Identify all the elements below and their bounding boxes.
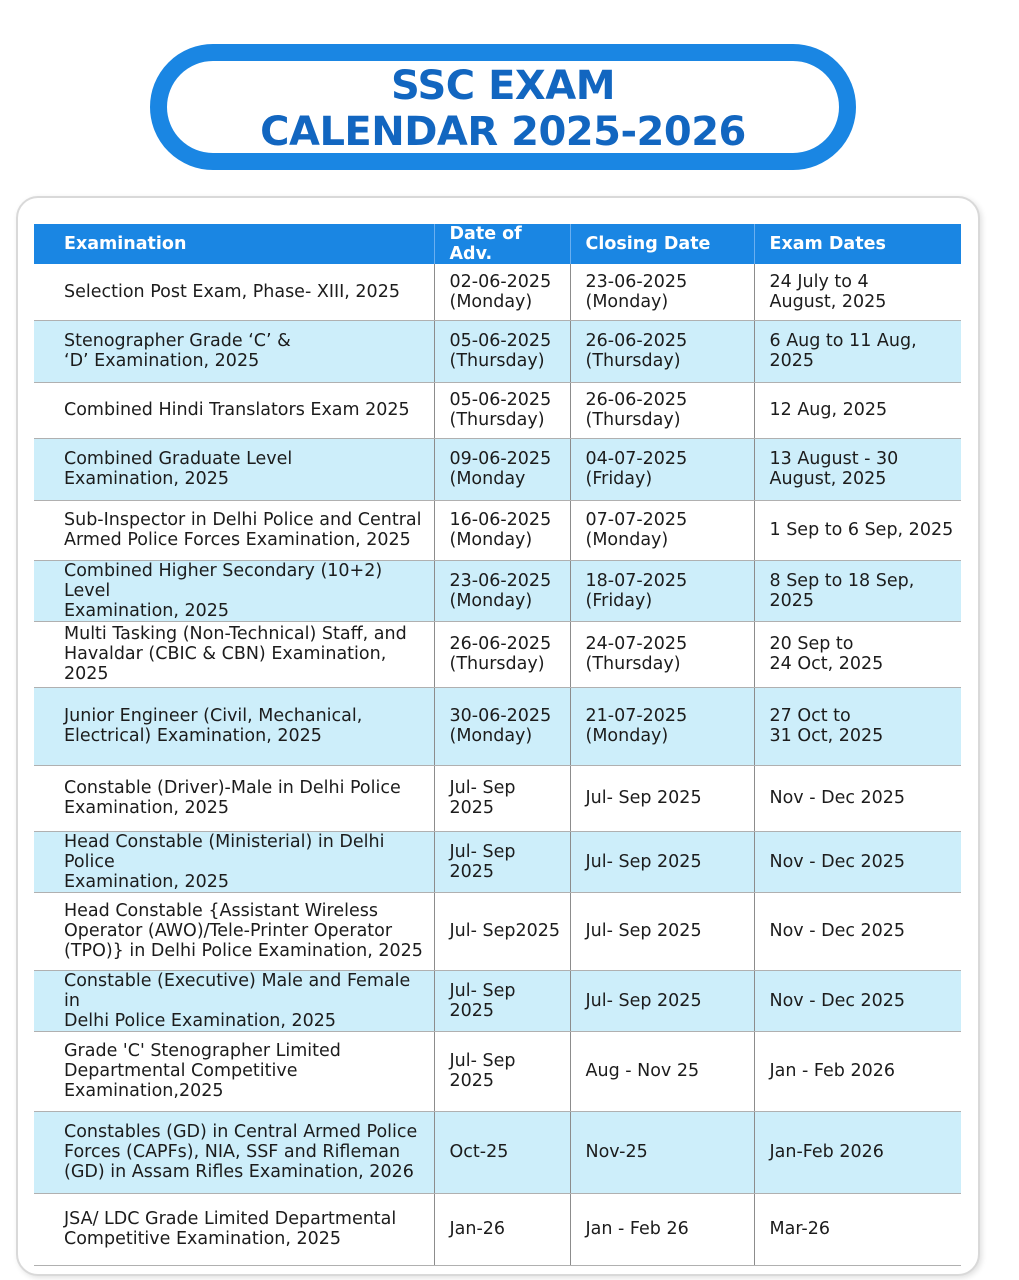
closing-date-cell: Nov-25 [570,1111,754,1193]
adv-date-cell: Jul- Sep 2025 [434,765,570,831]
table-row [34,831,961,892]
exam-name-cell: Head Constable {Assistant Wireless Operator (AWO)/Tele-Printer Operator (TPO)} in Delhi Police Examination, 2025 [34,892,434,970]
page-title-line-2: CALENDAR 2025-2026 [260,109,746,155]
adv-date-cell: 30-06-2025 (Monday) [434,687,570,765]
exam-name-cell: Constables (GD) in Central Armed Police Forces (CAPFs), NIA, SSF and Rifleman (GD) in Assam Rifles Examination, 2026 [34,1111,434,1193]
column-header-date-of-adv: Date of Adv. [434,224,570,264]
table-header-row [34,224,961,264]
exam-dates-cell: Jan - Feb 2026 [754,1031,961,1111]
table-row [34,500,961,560]
closing-date-cell: Jul- Sep 2025 [570,892,754,970]
exam-dates-cell: 20 Sep to 24 Oct, 2025 [754,621,961,687]
table-row [34,892,961,970]
adv-date-cell: 05-06-2025 (Thursday) [434,320,570,382]
adv-date-cell: Jan-26 [434,1193,570,1265]
page-title-line-1: SSC EXAM [390,63,616,109]
column-header-exam-dates: Exam Dates [754,224,961,264]
adv-date-cell: Jul- Sep2025 [434,892,570,970]
exam-dates-cell: Mar-26 [754,1193,961,1265]
exam-dates-cell: 8 Sep to 18 Sep, 2025 [754,560,961,621]
adv-date-cell: 02-06-2025 (Monday) [434,264,570,320]
adv-date-cell: 09-06-2025 (Monday [434,438,570,500]
closing-date-cell: 24-07-2025 (Thursday) [570,621,754,687]
exam-name-cell: Head Constable (Ministerial) in Delhi Police Examination, 2025 [34,831,434,892]
adv-date-cell: 05-06-2025 (Thursday) [434,382,570,438]
closing-date-cell: 04-07-2025 (Friday) [570,438,754,500]
adv-date-cell: 23-06-2025 (Monday) [434,560,570,621]
closing-date-cell: 23-06-2025 (Monday) [570,264,754,320]
exam-name-cell: Combined Hindi Translators Exam 2025 [34,382,434,438]
closing-date-cell: Jan - Feb 26 [570,1193,754,1265]
table-row [34,687,961,765]
table-row [34,1111,961,1193]
table-row [34,382,961,438]
column-header-examination: Examination [34,224,434,264]
closing-date-cell: Jul- Sep 2025 [570,831,754,892]
table-row [34,970,961,1031]
exam-name-cell: Grade 'C' Stenographer Limited Departmental Competitive Examination,2025 [34,1031,434,1111]
exam-dates-cell: 1 Sep to 6 Sep, 2025 [754,500,961,560]
exam-name-cell: Combined Higher Secondary (10+2) Level Examination, 2025 [34,560,434,621]
exam-dates-cell: 27 Oct to 31 Oct, 2025 [754,687,961,765]
closing-date-cell: Aug - Nov 25 [570,1031,754,1111]
closing-date-cell: Jul- Sep 2025 [570,765,754,831]
adv-date-cell: Jul- Sep 2025 [434,1031,570,1111]
table-row [34,621,961,687]
exam-name-cell: Constable (Driver)-Male in Delhi Police Examination, 2025 [34,765,434,831]
closing-date-cell: 18-07-2025 (Friday) [570,560,754,621]
adv-date-cell: Jul- Sep 2025 [434,970,570,1031]
table-row [34,438,961,500]
exam-dates-cell: Jan-Feb 2026 [754,1111,961,1193]
table-row [34,264,961,320]
exam-dates-cell: 24 July to 4 August, 2025 [754,264,961,320]
closing-date-cell: 26-06-2025 (Thursday) [570,320,754,382]
exam-name-cell: Sub-Inspector in Delhi Police and Central Armed Police Forces Examination, 2025 [34,500,434,560]
closing-date-cell: 26-06-2025 (Thursday) [570,382,754,438]
column-header-closing-date: Closing Date [570,224,754,264]
exam-dates-cell: Nov - Dec 2025 [754,831,961,892]
adv-date-cell: Jul- Sep 2025 [434,831,570,892]
adv-date-cell: 26-06-2025 (Thursday) [434,621,570,687]
exam-name-cell: Combined Graduate Level Examination, 2025 [34,438,434,500]
exam-name-cell: Junior Engineer (Civil, Mechanical, Electrical) Examination, 2025 [34,687,434,765]
exam-name-cell: Stenographer Grade ‘C’ & ‘D’ Examination, 2025 [34,320,434,382]
adv-date-cell: Oct-25 [434,1111,570,1193]
table-row [34,1031,961,1111]
table-row [34,1193,961,1265]
adv-date-cell: 16-06-2025 (Monday) [434,500,570,560]
exam-dates-cell: 6 Aug to 11 Aug, 2025 [754,320,961,382]
table-row [34,765,961,831]
exam-dates-cell: 12 Aug, 2025 [754,382,961,438]
exam-name-cell: JSA/ LDC Grade Limited Departmental Competitive Examination, 2025 [34,1193,434,1265]
exam-name-cell: Constable (Executive) Male and Female in Delhi Police Examination, 2025 [34,970,434,1031]
closing-date-cell: 07-07-2025 (Monday) [570,500,754,560]
table-row [34,320,961,382]
exam-dates-cell: 13 August - 30 August, 2025 [754,438,961,500]
table-row [34,560,961,621]
exam-dates-cell: Nov - Dec 2025 [754,970,961,1031]
closing-date-cell: 21-07-2025 (Monday) [570,687,754,765]
exam-name-cell: Selection Post Exam, Phase- XIII, 2025 [34,264,434,320]
closing-date-cell: Jul- Sep 2025 [570,970,754,1031]
exam-calendar-table [34,224,961,1266]
exam-name-cell: Multi Tasking (Non-Technical) Staff, and Havaldar (CBIC & CBN) Examination, 2025 [34,621,434,687]
exam-dates-cell: Nov - Dec 2025 [754,765,961,831]
exam-dates-cell: Nov - Dec 2025 [754,892,961,970]
